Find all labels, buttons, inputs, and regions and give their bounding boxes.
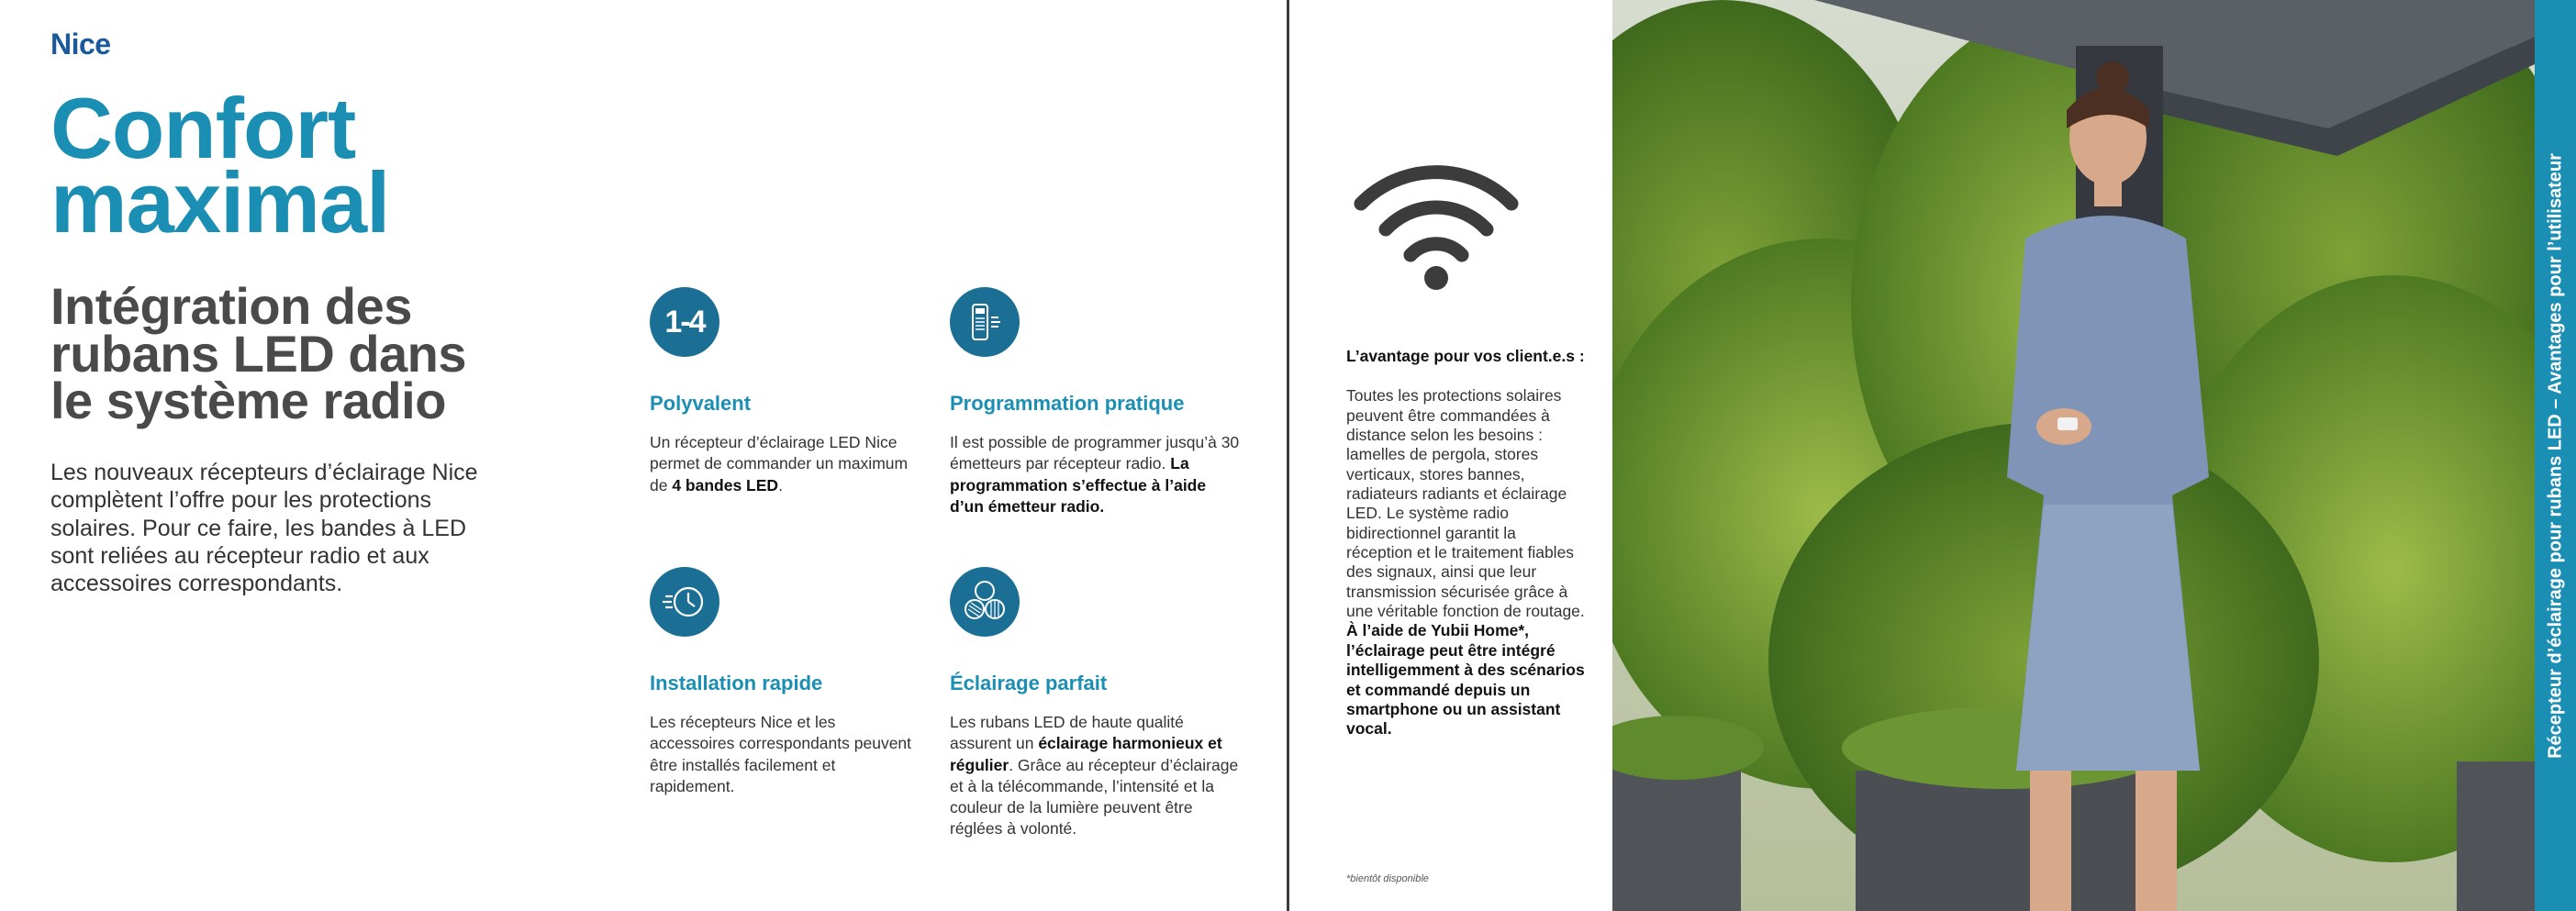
page-divider: [1287, 0, 1289, 911]
feature-title: Programmation pratique: [950, 392, 1185, 415]
title-line-1: Confort: [50, 80, 356, 176]
advantage-bold: À l’aide de Yubii Home*, l’éclairage peut être intégré intelligemment à des scénarios et commandé depuis un smartphone ou un assistant vocal.: [1346, 621, 1585, 739]
page-subtitle: [50, 277, 467, 430]
clock-speed-icon: [650, 567, 719, 637]
advantage-text: Toutes les protections solaires peuvent être commandées à distance selon les besoins : lamelles de pergola, stores verticaux, stores bannes, radiateurs radiants et éclairage LED. Le système radio bidirectionnel garantit la réception et le traitement fiables des signaux, ainsi que leur transmission sécurisée grâce à une véritable fonction de routage.: [1346, 386, 1585, 621]
feature-eclairage: [950, 567, 1253, 840]
wifi-icon: [1354, 156, 1519, 294]
feature-title: Polyvalent: [650, 392, 752, 415]
lifestyle-photo: [1612, 0, 2535, 911]
subtitle-line-2: rubans LED dans: [50, 324, 467, 383]
intro-paragraph: Les nouveaux récepteurs d’éclairage Nice complètent l’offre pour les protections solaires. Pour ce faire, les bandes à LED sont reliées au récepteur radio et aux accessoires correspondants.: [50, 460, 478, 596]
feature-title: Installation rapide: [650, 672, 823, 694]
feature-text: Les rubans LED de haute qualité assurent un éclairage harmonieux et régulier. Grâce au récepteur d’éclairage et à la télécommande, l’intensité et la couleur de la lumière peuvent être réglées à volonté.: [950, 713, 1239, 839]
remote-control-icon: [950, 287, 1020, 357]
feature-title: Éclairage parfait: [950, 672, 1108, 694]
side-band: [2535, 0, 2576, 911]
subtitle-line-3: le système radio: [50, 372, 446, 430]
lighting-bulbs-icon: [950, 567, 1020, 637]
brand-logo: Nice: [50, 28, 111, 61]
subtitle-line-1: Intégration des: [50, 277, 412, 335]
feature-installation: [650, 567, 953, 797]
side-band-text: Récepteur d’éclairage pour rubans LED – Avantages pour l’utilisateur: [2545, 152, 2565, 759]
feature-programmation: [950, 287, 1253, 517]
footnote: *bientôt disponible: [1346, 873, 1429, 884]
feature-polyvalent: [650, 287, 953, 496]
page-title: [50, 80, 390, 250]
feature-text: Il est possible de programmer jusqu’à 30 émetteurs par récepteur radio. La programmation s’effectue à l’aide d’un émetteur radio.: [950, 433, 1240, 516]
range-1-4-icon: 1-4: [650, 287, 719, 357]
feature-text: Un récepteur d’éclairage LED Nice permet de commander un maximum de 4 bandes LED.: [650, 433, 909, 494]
advantage-block: [1346, 347, 1585, 739]
advantage-heading: L’avantage pour vos client.e.s :: [1346, 347, 1585, 365]
feature-text: Les récepteurs Nice et les accessoires correspondants peuvent être installés facilement et rapidement.: [650, 713, 912, 795]
title-line-2: maximal: [50, 153, 390, 250]
